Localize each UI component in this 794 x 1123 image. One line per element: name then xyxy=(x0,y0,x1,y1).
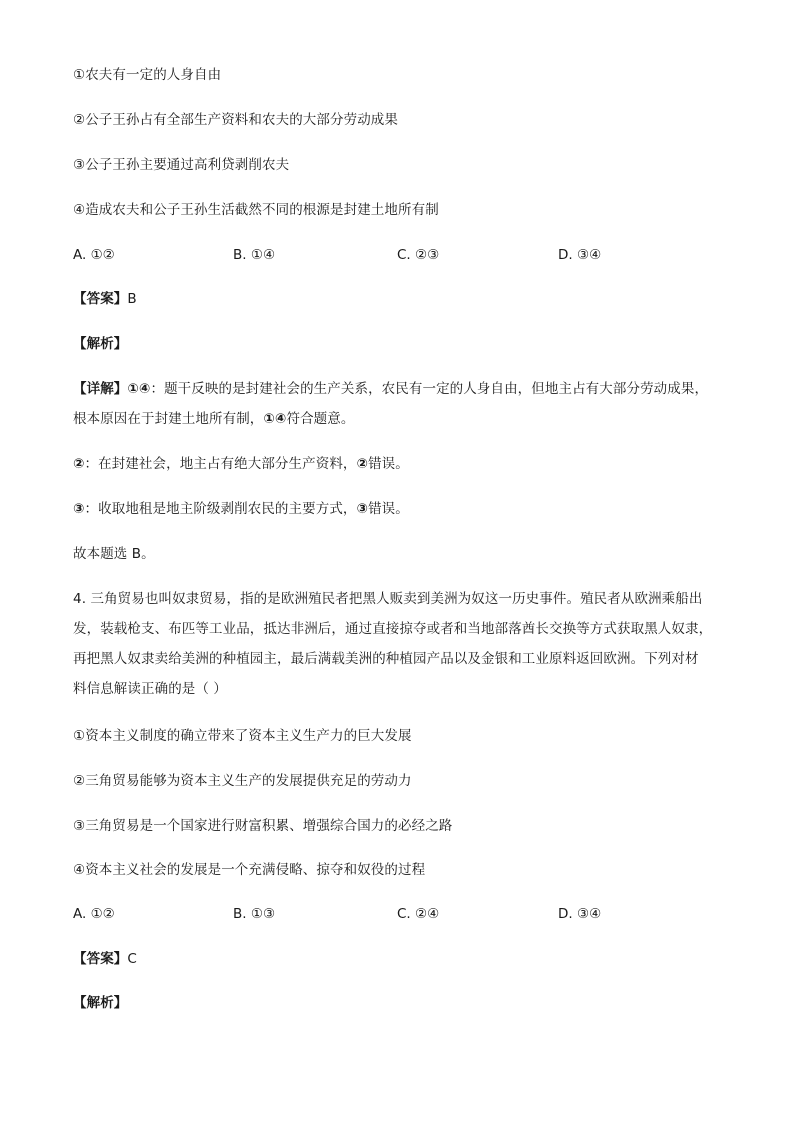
q3-note-2-end: 错误。 xyxy=(368,456,409,472)
q3-answer-value: B xyxy=(127,291,137,307)
q4-option-b: B. ①③ xyxy=(233,906,276,922)
q4-stem-line-2: 发，装载枪支、布匹等工业品，抵达非洲后，通过直接掠夺或者和当地部落酋长交换等方式获取黑人奴隶， xyxy=(73,621,713,637)
q3-option-b: B. ①④ xyxy=(233,247,276,263)
q4-stem-line-3: 再把黑人奴隶卖给美洲的种植园主，最后满载美洲的种植园产品以及金银和工业原料返回欧洲。下列对材 xyxy=(73,651,699,667)
q3-detail-text-3: 符合题意。 xyxy=(286,411,355,427)
q3-option-a: A. ①② xyxy=(73,247,115,263)
q3-detail-tag: 【详解】 xyxy=(73,381,128,397)
q3-detail-key: ①④ xyxy=(127,381,151,397)
q3-analysis-tag: 【解析】 xyxy=(73,336,128,352)
q3-note-3 xyxy=(73,500,409,518)
q3-statement-1: ①农夫有一定的人身自由 xyxy=(73,67,222,83)
q3-note-2-text: ：在封建社会，地主占有绝大部分生产资料， xyxy=(84,456,357,472)
q3-note-2 xyxy=(73,455,409,473)
q3-note-3-end: 错误。 xyxy=(368,501,409,517)
q3-answer-line xyxy=(73,290,137,308)
q3-note-3-key: ③ xyxy=(73,501,85,517)
q3-detail-line-2 xyxy=(73,410,354,428)
q3-answer-tag: 【答案】 xyxy=(73,291,128,307)
q3-option-c: C. ②③ xyxy=(397,247,440,263)
q3-note-2-key: ② xyxy=(73,456,85,472)
q4-analysis-tag: 【解析】 xyxy=(73,995,128,1011)
q3-note-2-key-2: ② xyxy=(356,456,369,472)
q4-statement-4: ④资本主义社会的发展是一个充满侵略、掠夺和奴役的过程 xyxy=(73,862,426,878)
q4-answer-value: C xyxy=(127,951,137,967)
q4-option-d: D. ③④ xyxy=(558,906,602,922)
q4-statement-2: ②三角贸易能够为资本主义生产的发展提供充足的劳动力 xyxy=(73,773,412,789)
q3-option-d: D. ③④ xyxy=(558,247,602,263)
q4-stem-line-4: 料信息解读正确的是（ ） xyxy=(73,681,227,697)
q4-stem-line-1: 4. 三角贸易也叫奴隶贸易，指的是欧洲殖民者把黑人贩卖到美洲为奴这一历史事件。殖民者从欧洲乘船出 xyxy=(73,591,703,607)
q3-statement-2: ②公子王孙占有全部生产资料和农夫的大部分劳动成果 xyxy=(73,112,399,128)
q4-option-c: C. ②④ xyxy=(397,906,440,922)
q3-detail-line-1 xyxy=(73,380,708,398)
q3-statement-3: ③公子王孙主要通过高利贷剥削农夫 xyxy=(73,157,290,173)
q4-statement-1: ①资本主义制度的确立带来了资本主义生产力的巨大发展 xyxy=(73,728,412,744)
q3-note-3-text: ：收取地租是地主阶级剥削农民的主要方式， xyxy=(84,501,357,517)
q4-statement-3: ③三角贸易是一个国家进行财富积累、增强综合国力的必经之路 xyxy=(73,818,453,834)
q3-note-3-key-2: ③ xyxy=(356,501,369,517)
q3-statement-4: ④造成农夫和公子王孙生活截然不同的根源是封建土地所有制 xyxy=(73,202,439,218)
q4-answer-tag: 【答案】 xyxy=(73,951,128,967)
q4-answer-line xyxy=(73,950,137,968)
q4-option-a: A. ①② xyxy=(73,906,115,922)
q3-detail-text-2: 根本原因在于封建土地所有制， xyxy=(73,411,264,427)
q3-detail-key-2: ①④ xyxy=(263,411,287,427)
q3-conclusion: 故本题选 B。 xyxy=(73,546,155,562)
q3-detail-text-1: ：题干反映的是封建社会的生产关系，农民有一定的人身自由，但地主占有大部分劳动成果， xyxy=(150,381,709,397)
